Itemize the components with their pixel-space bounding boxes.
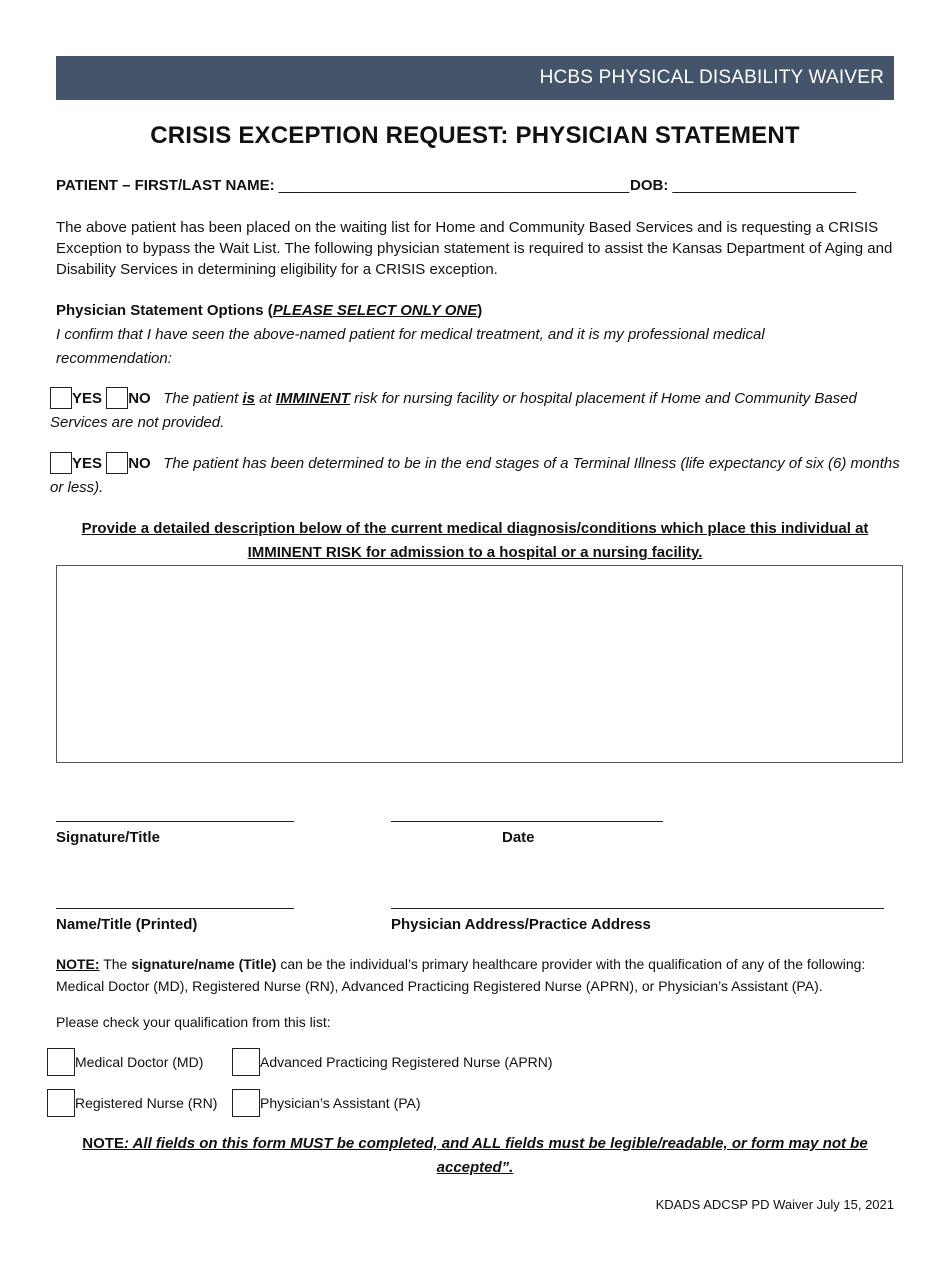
option1-no-label: NO bbox=[128, 390, 151, 407]
option2-yes-checkbox[interactable] bbox=[50, 452, 72, 474]
final-note bbox=[80, 1132, 870, 1180]
option1-imminent: IMMINENT bbox=[275, 390, 350, 407]
option1-text-a: The patient bbox=[163, 390, 243, 407]
qual-aprn-label: Advanced Practicing Registered Nurse (APRN) bbox=[260, 1054, 553, 1070]
qual-pa-label: Physician’s Assistant (PA) bbox=[260, 1095, 421, 1111]
options-heading bbox=[56, 300, 896, 321]
qual-pa-checkbox[interactable] bbox=[232, 1089, 260, 1117]
address-line[interactable] bbox=[391, 908, 884, 909]
note-text-a: The bbox=[99, 956, 132, 972]
qual-pa-row bbox=[232, 1089, 421, 1117]
description-instruction: Provide a detailed description below of the current medical diagnosis/conditions which place this individual at IMMINENT RISK for admission to a hospital or a nursing facility. bbox=[81, 520, 869, 561]
printed-name-label: Name/Title (Printed) bbox=[56, 916, 198, 933]
note-text-b: can be the individual’s primary healthcare provider with the qualification of any of the following: Medical Doctor (MD), Registered Nurse (RN), Advanced Practicing Registered Nurse (APRN), or Physician’s Assistant (PA). bbox=[56, 956, 866, 994]
note-paragraph bbox=[56, 953, 896, 997]
dob-label: DOB: bbox=[630, 177, 669, 194]
qual-aprn-row bbox=[232, 1048, 553, 1076]
patient-name-row bbox=[56, 175, 629, 196]
printed-name-line[interactable] bbox=[56, 908, 294, 909]
date-line[interactable] bbox=[391, 821, 663, 822]
final-note-label: NOTE bbox=[82, 1135, 124, 1152]
address-label: Physician Address/Practice Address bbox=[391, 916, 651, 933]
option1-yes-label: YES bbox=[72, 390, 103, 407]
dob-field[interactable]: ______________________ bbox=[672, 177, 857, 194]
options-heading-paren-close: ) bbox=[477, 302, 483, 319]
option-imminent-risk bbox=[50, 387, 900, 435]
qualification-prompt: Please check your qualification from this list: bbox=[56, 1014, 331, 1030]
option2-text: The patient has been determined to be in the end stages of a Terminal Illness (life expectancy of six (6) months or less). bbox=[50, 455, 900, 496]
note-label: NOTE: bbox=[56, 956, 100, 972]
note-bold: signature/name (Title) bbox=[131, 956, 277, 972]
option1-text-b: at bbox=[254, 390, 276, 407]
patient-name-label: PATIENT – FIRST/LAST NAME: bbox=[56, 177, 275, 194]
qual-rn-checkbox[interactable] bbox=[47, 1089, 75, 1117]
final-note-text: : All fields on this form MUST be completed, and ALL fields must be legible/readable, or form may not be accepted”. bbox=[123, 1135, 868, 1176]
signature-line[interactable] bbox=[56, 821, 294, 822]
footer-revision: KDADS ADCSP PD Waiver July 15, 2021 bbox=[655, 1197, 894, 1212]
confirm-text: I confirm that I have seen the above-named patient for medical treatment, and it is my professional medical recommendation: bbox=[56, 326, 765, 367]
qual-rn-label: Registered Nurse (RN) bbox=[75, 1095, 218, 1111]
qual-rn-row bbox=[47, 1089, 217, 1117]
patient-name-field[interactable]: __________________________________________ bbox=[278, 177, 630, 194]
option1-is: is bbox=[242, 390, 255, 407]
options-heading-text: Physician Statement Options bbox=[56, 302, 268, 319]
signature-label: Signature/Title bbox=[56, 829, 160, 846]
qual-md-row bbox=[47, 1048, 203, 1076]
option1-yes-checkbox[interactable] bbox=[50, 387, 72, 409]
qual-md-label: Medical Doctor (MD) bbox=[75, 1054, 204, 1070]
option2-no-label: NO bbox=[128, 455, 151, 472]
qual-md-checkbox[interactable] bbox=[47, 1048, 75, 1076]
description-textbox[interactable] bbox=[56, 565, 903, 763]
option2-no-checkbox[interactable] bbox=[106, 452, 128, 474]
options-heading-paren-open: ( bbox=[267, 302, 273, 319]
qual-aprn-checkbox[interactable] bbox=[232, 1048, 260, 1076]
option-terminal-illness bbox=[50, 452, 900, 500]
option1-text-c: risk for nursing facility or hospital placement if Home and Community Based Services are not provided. bbox=[50, 390, 857, 431]
options-heading-emphasis: PLEASE SELECT ONLY ONE bbox=[272, 302, 478, 319]
date-label: Date bbox=[502, 829, 535, 846]
option1-no-checkbox[interactable] bbox=[106, 387, 128, 409]
option2-yes-label: YES bbox=[72, 455, 103, 472]
header-banner: HCBS PHYSICAL DISABILITY WAIVER bbox=[56, 56, 894, 100]
page-title: CRISIS EXCEPTION REQUEST: PHYSICIAN STATEMENT bbox=[150, 122, 800, 149]
dob-row bbox=[630, 175, 856, 196]
intro-paragraph: The above patient has been placed on the waiting list for Home and Community Based Services and is requesting a CRISIS Exception to bypass the Wait List. The following physician statement is required to assist the Kansas Department of Aging and Disability Services in determining eligibility for a CRISIS exception. bbox=[56, 219, 893, 278]
